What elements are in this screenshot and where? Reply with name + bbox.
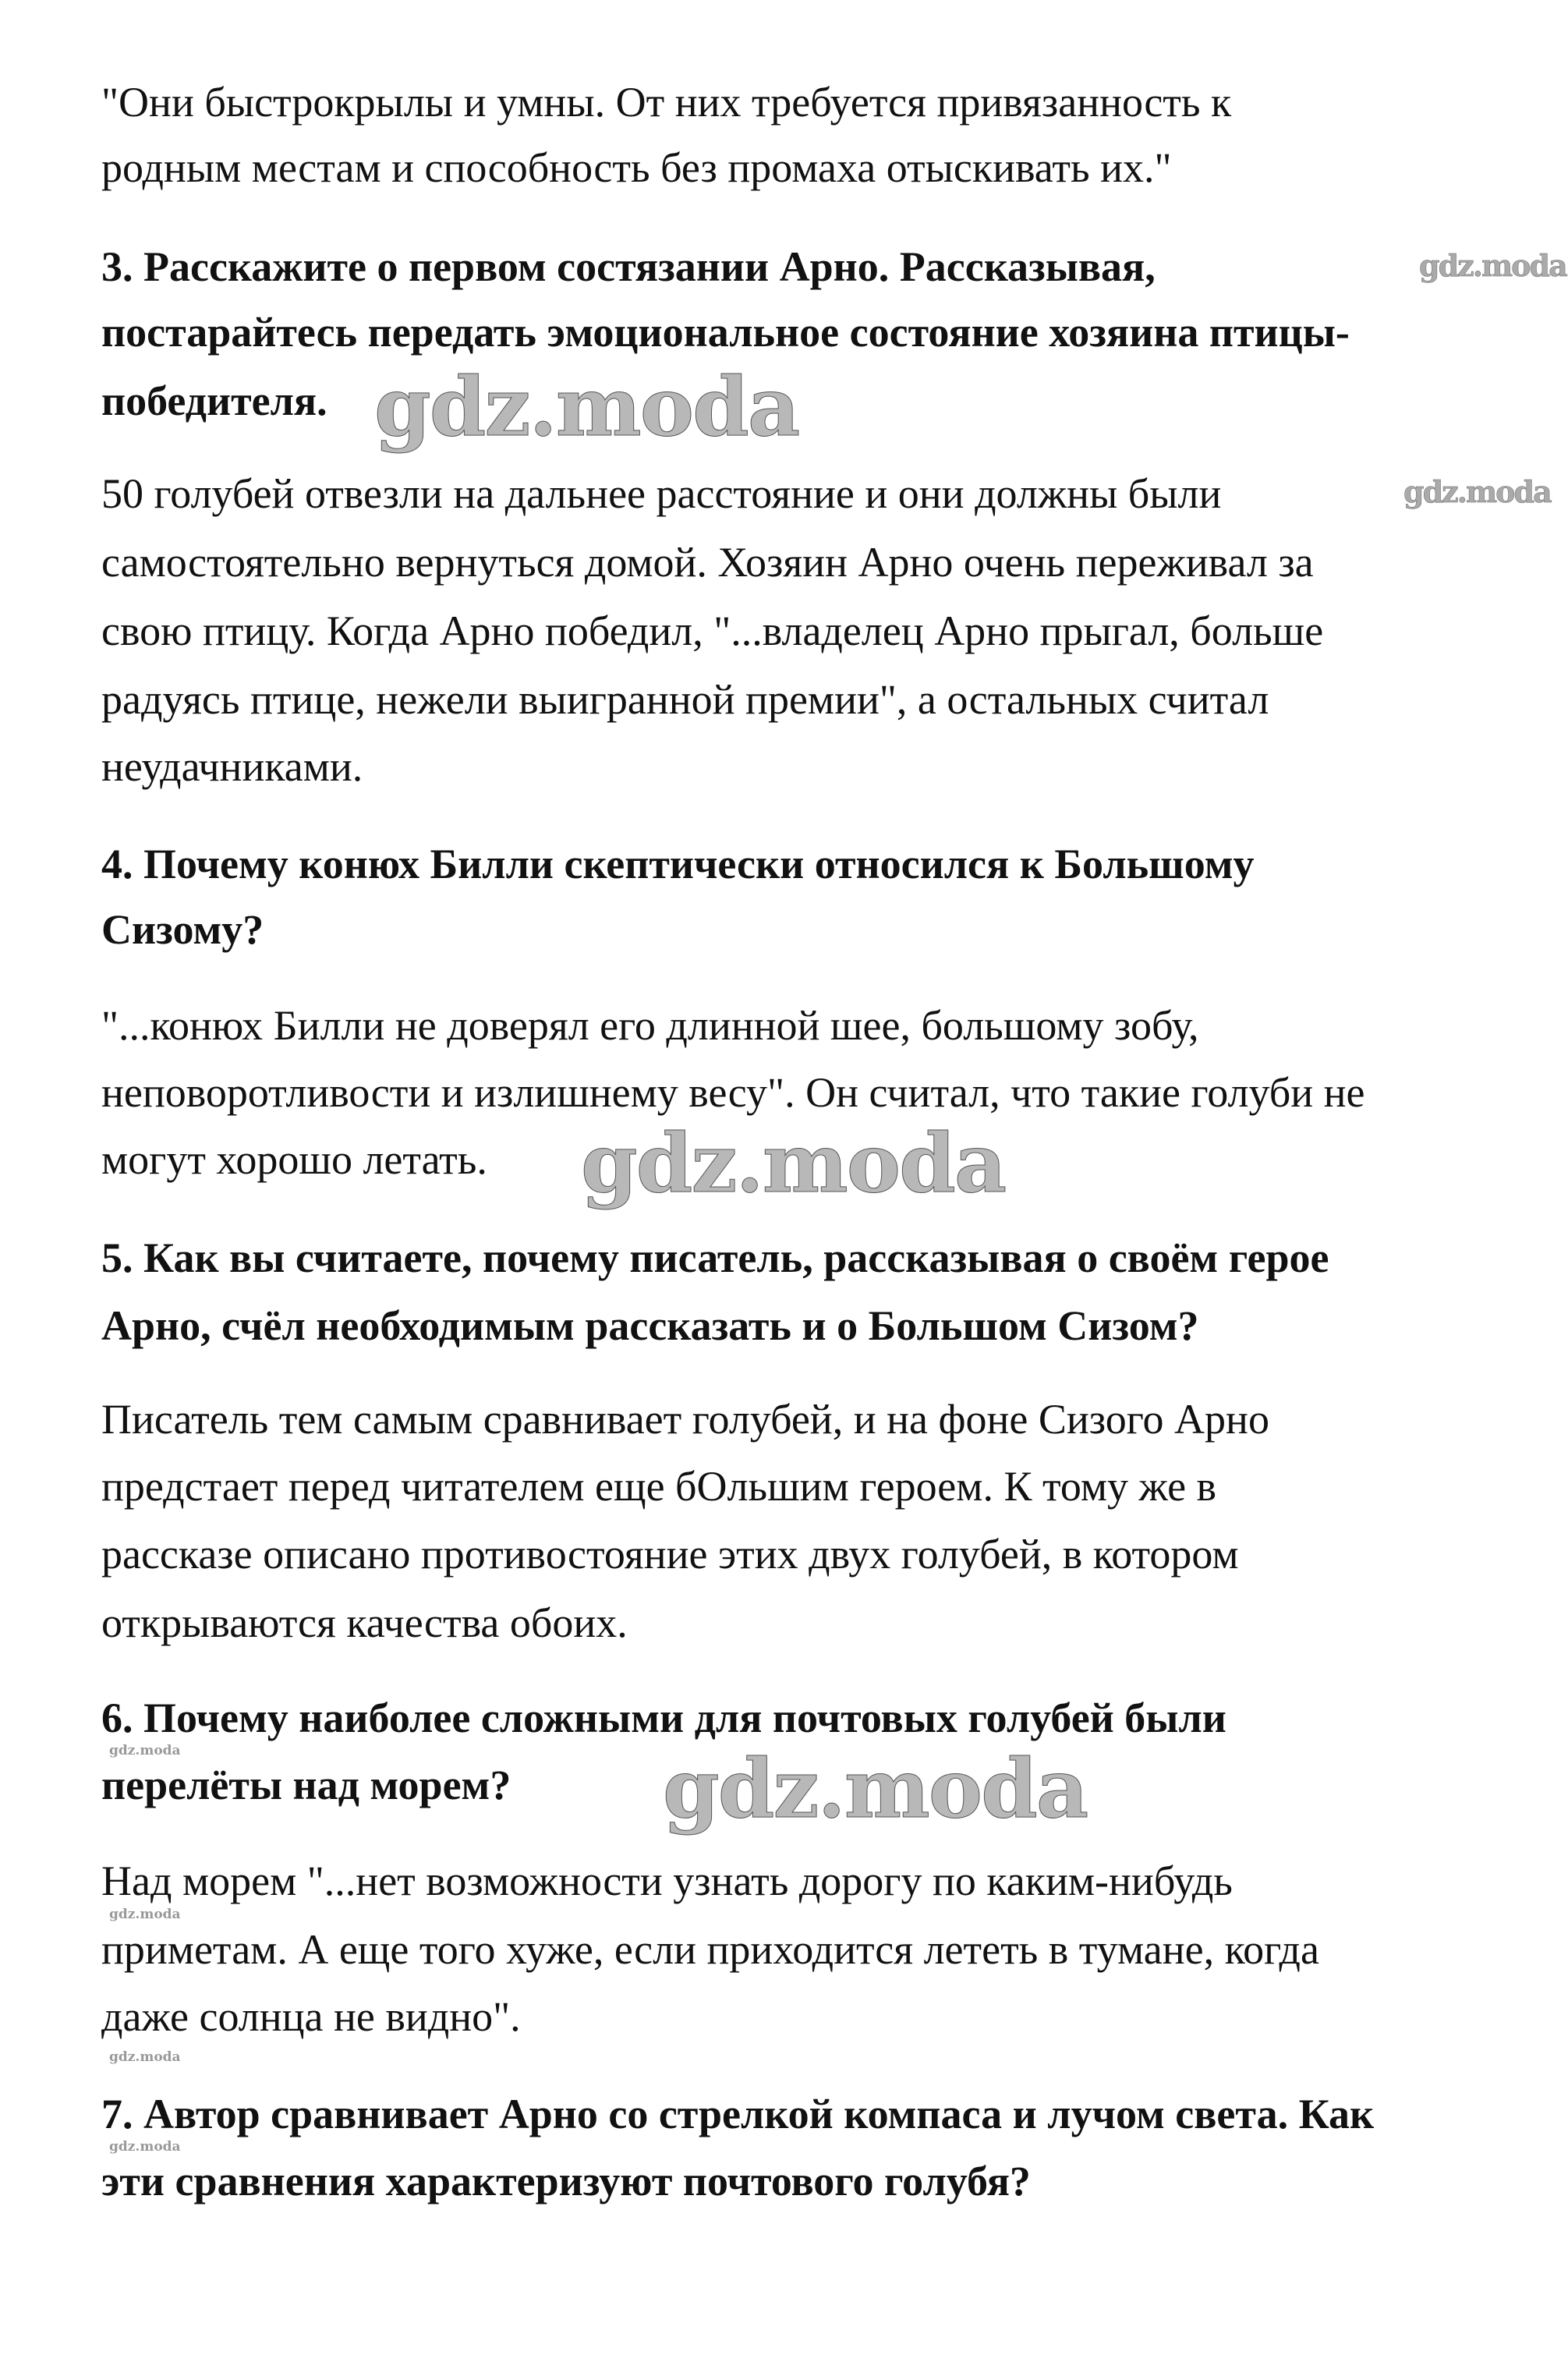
question-line: 3. Расскажите о первом состязании Арно. Рассказывая, [101,243,1156,290]
watermark-logo: gdz.moda [1419,248,1566,283]
question-line: Арно, счёл необходимым рассказать и о Большом Сизом? [101,1302,1199,1349]
text-line: свою птицу. Когда Арно победил, "...владелец Арно прыгал, больше [101,607,1324,654]
watermark-logo: gdz.moda [109,2139,181,2155]
text-line: рассказе описано противостояние этих двух голубей, в котором [101,1531,1239,1578]
question-line: 5. Как вы считаете, почему писатель, рассказывая о своём герое [101,1234,1329,1281]
watermark-logo: gdz.moda [109,1907,181,1922]
question-line: Сизому? [101,906,264,953]
text-line: неповоротливости и излишнему весу". Он считал, что такие голуби не [101,1069,1365,1116]
text-line: предстает перед читателем еще бОльшим героем. К тому же в [101,1463,1217,1510]
question-line: перелёты над морем? [101,1762,511,1808]
text-line: "Они быстрокрылы и умны. От них требуется привязанность к [101,79,1232,126]
question-line: 4. Почему конюх Билли скептически относился к Большому [101,841,1255,887]
text-line: радуясь птице, нежели выигранной премии", а остальных считал [101,676,1269,723]
watermark-logo: gdz.moda [581,1115,1006,1211]
text-line: неудачниками. [101,743,363,790]
watermark-logo: gdz.moda [109,1743,181,1758]
text-line: родным местам и способность без промаха отыскивать их." [101,144,1172,191]
watermark-logo: gdz.moda [109,2049,181,2065]
question-line: 6. Почему наиболее сложными для почтовых голубей были [101,1695,1226,1741]
watermark-logo: gdz.moda [1403,474,1551,509]
text-line: приметам. А еще того хуже, если приходится лететь в тумане, когда [101,1926,1319,1973]
text-line: самостоятельно вернуться домой. Хозяин Арно очень переживал за [101,539,1314,586]
text-line: 50 голубей отвезли на дальнее расстояние и они должны были [101,470,1222,517]
text-line: могут хорошо летать. [101,1136,487,1183]
text-line: даже солнца не видно". [101,1993,521,2040]
question-line: 7. Автор сравнивает Арно со стрелкой компаса и лучом света. Как [101,2091,1375,2137]
watermark-logo: gdz.moda [663,1741,1088,1836]
question-line: эти сравнения характеризуют почтового голубя? [101,2158,1031,2204]
text-line: Над морем "...нет возможности узнать дорогу по каким-нибудь [101,1857,1233,1904]
question-line: победителя. [101,377,327,424]
text-line: Писатель тем самым сравнивает голубей, и на фоне Сизого Арно [101,1396,1269,1443]
question-line: постарайтесь передать эмоциональное состояние хозяина птицы- [101,309,1350,356]
text-line: открываются качества обоих. [101,1599,628,1646]
text-line: "...конюх Билли не доверял его длинной шее, большому зобу, [101,1002,1199,1049]
watermark-logo: gdz.moda [374,359,799,455]
